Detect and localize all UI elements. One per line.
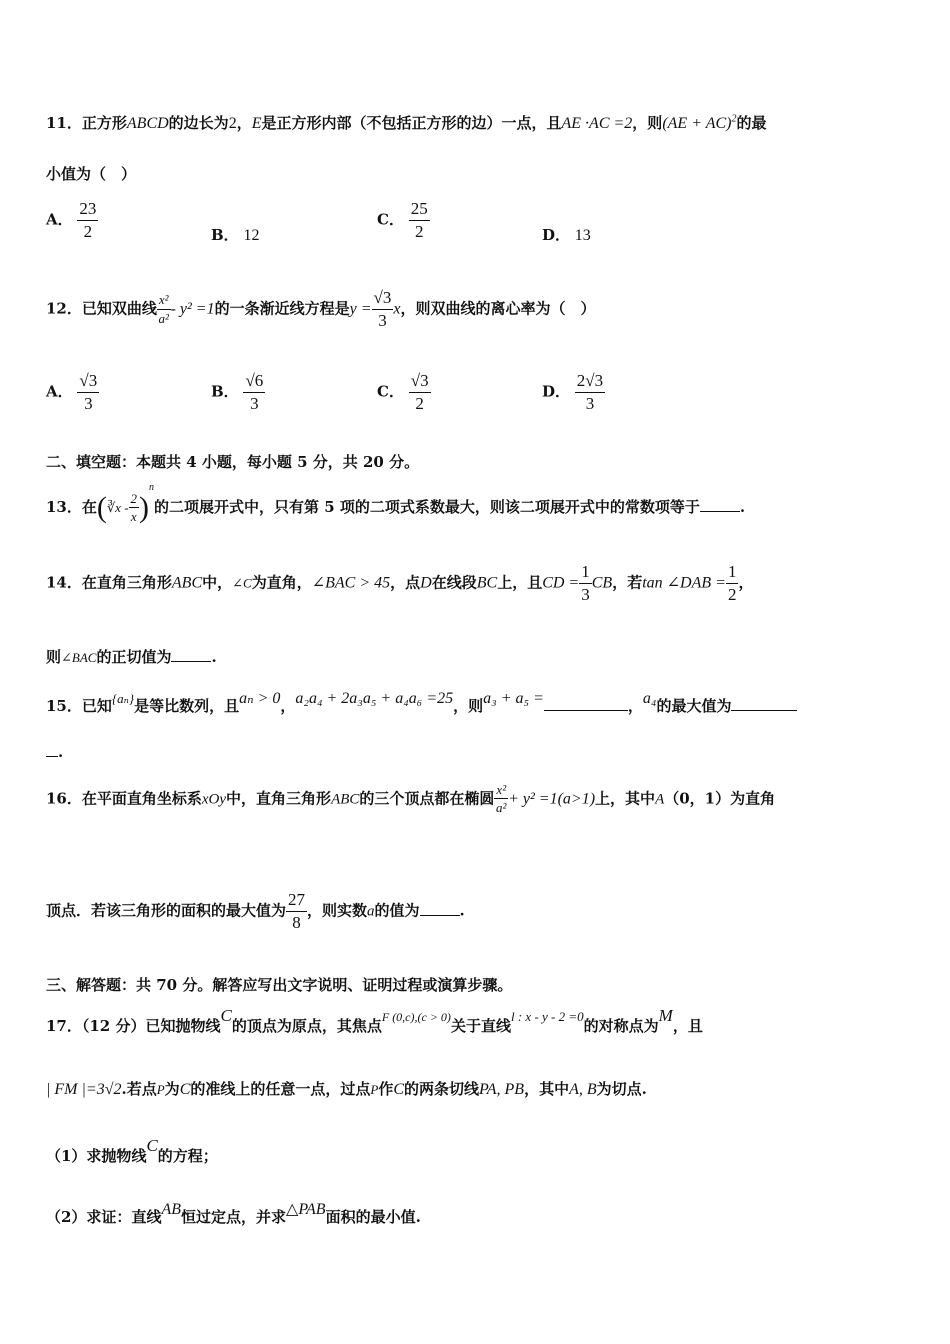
q14-line1: 14．在直角三角形ABC中，∠C为直角，∠BAC > 45，点D在线段BC上，且CD = $\frac{1}{3}$ CB，若tan ∠DAB = $\frac{1}{2}$ ， xyxy=(46,562,754,604)
q11-target-expression: (AE + AC)$^2$ xyxy=(662,113,737,132)
q13-answer-blank[interactable] xyxy=(700,511,740,512)
q11-option-a[interactable]: A． $\frac{23}{2}$ xyxy=(46,199,97,241)
q16-line2: 顶点．若该三角形的面积的最大值为 $\frac{27}{8}$ ，则实数a的值为 . xyxy=(46,890,465,932)
q14-line2: 则∠BAC的正切值为 . xyxy=(46,648,217,666)
q17-part1: （1）求抛物线C的方程； xyxy=(46,1136,218,1165)
q17-number: 17． xyxy=(46,1017,82,1035)
q11-option-d[interactable]: D． 13 xyxy=(542,226,591,244)
q15-line1: 15．已知{aₙ}是等比数列，且aₙ > 0，a₂a₄ + 2a₃a₅ + a₄a₆ =25，则a₃ + a₅ = ，a₄的最大值为 xyxy=(46,688,797,716)
q13-line: 13．在(∛x - $\frac{2}{x}$ )$^n$的二项展开式中，只有第 5 项的二项式系数最大，则该二项展开式中的常数项等于 . xyxy=(46,482,746,524)
q15-sum-blank[interactable] xyxy=(544,710,628,711)
q12-option-b[interactable]: B． $\frac{√6}{3}$ xyxy=(211,371,264,413)
q12-number: 12． xyxy=(46,299,82,318)
q12-option-d[interactable]: D． $\frac{2√3}{3}$ xyxy=(542,371,604,413)
q17-part2: （2）求证：直线AB恒过定点，并求△PAB面积的最小值. xyxy=(46,1201,421,1226)
q12-option-a[interactable]: A． $\frac{√3}{3}$ xyxy=(46,371,98,413)
q16-number: 16． xyxy=(46,789,82,808)
q15-number: 15． xyxy=(46,697,82,715)
q16-answer-blank[interactable] xyxy=(420,915,460,916)
q17-line2: | FM |=3√2.若点P为C的准线上的任意一点，过点P作C的两条切线PA, PB，其中A, B为切点. xyxy=(46,1080,647,1098)
q11-line1: 11．正方形ABCD的边长为2，E是正方形内部（不包括正方形的边）一点，且AE ·AC =2，则(AE + AC)$^2$的最 xyxy=(46,113,767,132)
q12-option-c[interactable]: C． $\frac{√3}{2}$ xyxy=(377,371,429,413)
section-fill-in-heading: 二、填空题：本题共 4 小题，每小题 5 分，共 20 分。 xyxy=(46,453,420,471)
q14-number: 14． xyxy=(46,573,82,592)
q16-line1: 16．在平面直角坐标系xOy中，直角三角形ABC的三个顶点都在椭圆 $\frac{\text{x²}}{\text{a²}}$ + y² =1(a>1)上，其中A（0，1）为直角 xyxy=(46,782,776,816)
q15-max-blank[interactable] xyxy=(731,710,797,711)
q11-number: 11． xyxy=(46,114,82,132)
q11-option-c[interactable]: C． $\frac{25}{2}$ xyxy=(377,199,428,241)
q13-number: 13． xyxy=(46,498,82,516)
q11-option-b[interactable]: B． 12 xyxy=(211,226,260,244)
section-answer-heading: 三、解答题：共 70 分。解答应写出文字说明、证明过程或演算步骤。 xyxy=(46,976,513,994)
q15-line2: . xyxy=(46,743,63,761)
q12-line1: 12．已知双曲线 $\frac{\text{x²}}{\text{a²}}$ - y² =1的一条渐近线方程是y = $\frac{√3}{3}$ x，则双曲线的离心率为（ ） xyxy=(46,288,596,330)
q17-line1: 17．（12 分）已知抛物线C的顶点为原点，其焦点$^{F (0,c),(c > 0)}$关于直线l : x - y - 2 =0的对称点为M，且 xyxy=(46,1006,703,1035)
q14-answer-blank[interactable] xyxy=(171,661,211,662)
q11-line2: 小值为（ ） xyxy=(46,165,137,183)
